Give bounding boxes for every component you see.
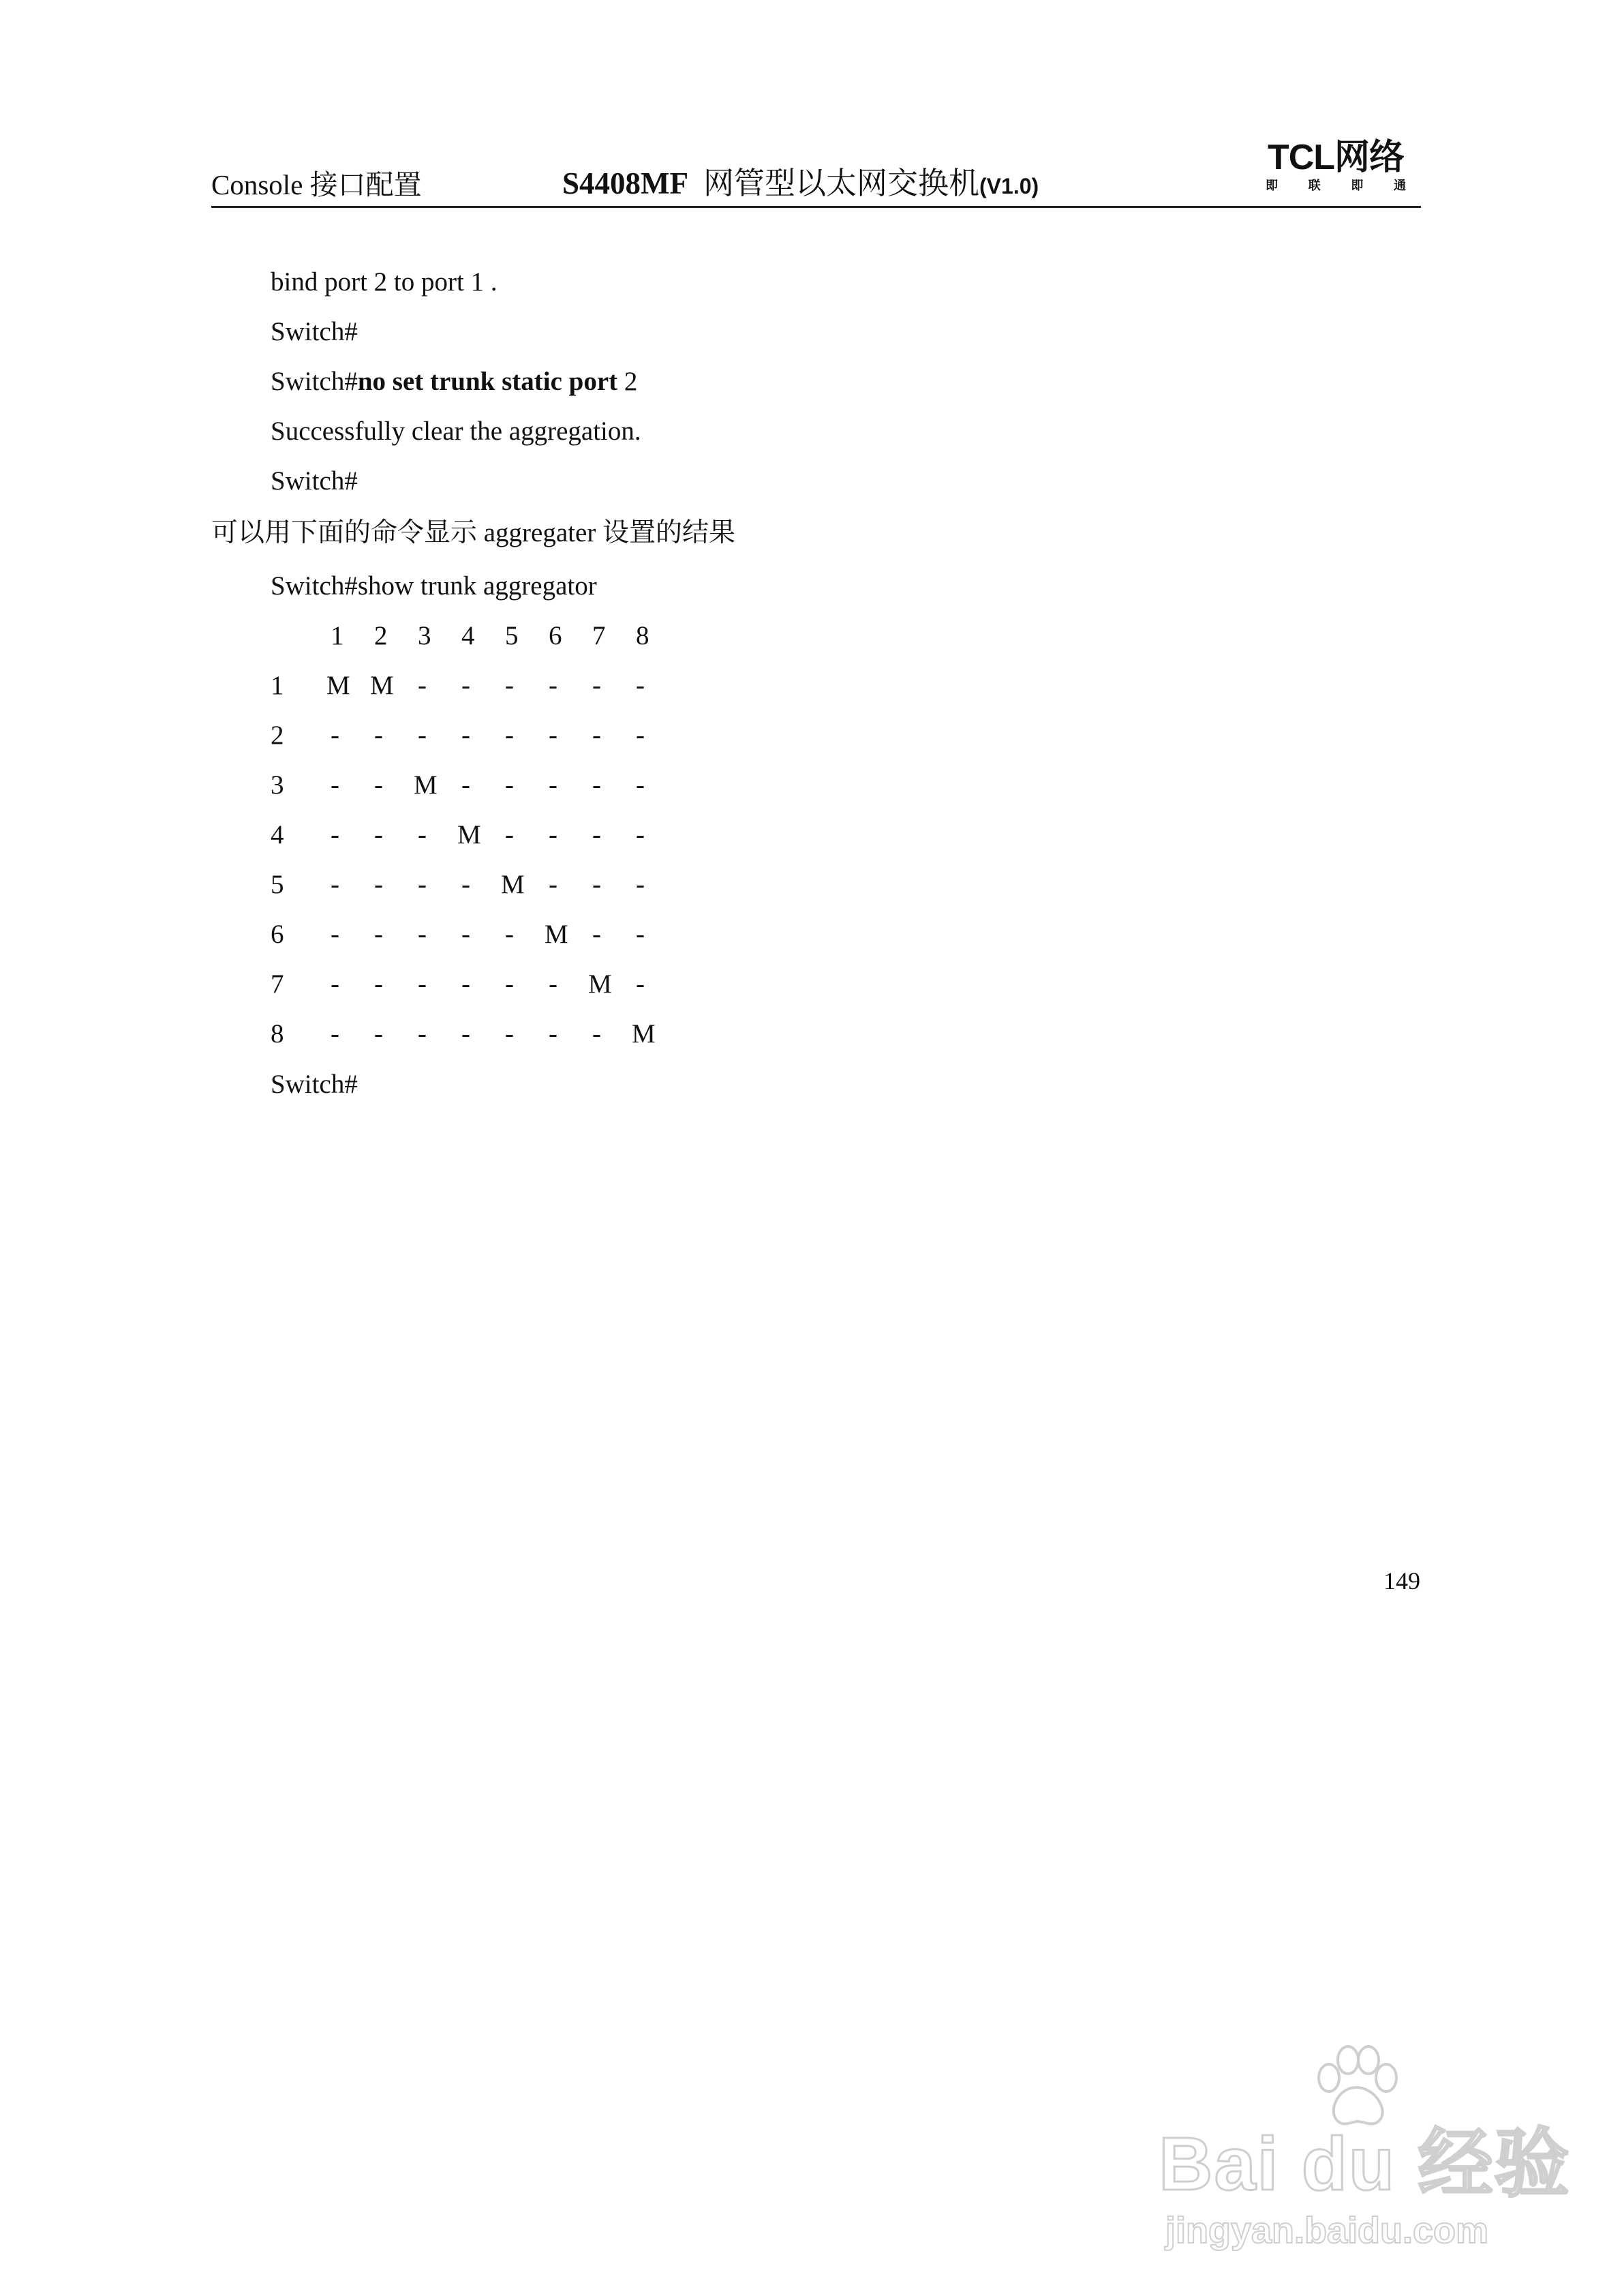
aggregator-cell: - xyxy=(505,770,514,800)
page-header xyxy=(211,140,1421,208)
aggregator-cell: - xyxy=(418,671,427,700)
aggregator-cell: M xyxy=(501,870,525,899)
aggregator-cell: - xyxy=(636,671,645,700)
console-output-line: Successfully clear the aggregation. xyxy=(271,417,641,446)
aggregator-cell: - xyxy=(549,770,557,800)
aggregator-row-label: 8 xyxy=(271,1019,284,1048)
aggregator-cell: - xyxy=(418,820,427,849)
logo-slogan xyxy=(1251,179,1421,192)
aggregator-cell: - xyxy=(592,920,601,949)
aggregator-cell: - xyxy=(592,870,601,899)
aggregator-cell: - xyxy=(418,969,427,999)
chapter-title: Console 接口配置 xyxy=(211,169,422,200)
console-output-line: bind port 2 to port 1 . xyxy=(271,267,498,297)
aggregator-cell: - xyxy=(331,1019,339,1048)
watermark-brand: Bai du 经验 xyxy=(1159,2122,1571,2206)
aggregator-cell: - xyxy=(418,920,427,949)
aggregator-cell: - xyxy=(374,1019,383,1048)
console-prompt-line: Switch# xyxy=(271,466,358,496)
console-command-line: Switch#show trunk aggregator xyxy=(271,571,597,601)
aggregator-cell: - xyxy=(461,770,470,800)
aggregator-row-label: 5 xyxy=(271,870,284,899)
aggregator-cell: - xyxy=(418,721,427,750)
aggregator-cell: - xyxy=(374,820,383,849)
aggregator-cell: - xyxy=(549,820,557,849)
aggregator-cell: - xyxy=(331,820,339,849)
aggregator-cell: - xyxy=(636,820,645,849)
aggregator-cell: M xyxy=(632,1019,656,1048)
aggregator-cell: - xyxy=(636,721,645,750)
aggregator-row-label: 2 xyxy=(271,721,284,750)
aggregator-cell: - xyxy=(636,770,645,800)
aggregator-cell: - xyxy=(505,820,514,849)
aggregator-cell: M xyxy=(370,671,394,700)
aggregator-cell: - xyxy=(592,671,601,700)
aggregator-cell: - xyxy=(636,920,645,949)
aggregator-cell: - xyxy=(549,870,557,899)
aggregator-column-header: 8 xyxy=(636,621,649,650)
aggregator-row-label: 7 xyxy=(271,969,284,999)
aggregator-cell: - xyxy=(331,770,339,800)
aggregator-column-header: 3 xyxy=(418,621,431,650)
aggregator-column-header: 4 xyxy=(461,621,475,650)
aggregator-cell: M xyxy=(545,920,568,949)
aggregator-row-label: 1 xyxy=(271,671,284,700)
aggregator-cell: M xyxy=(457,820,481,849)
aggregator-column-header: 6 xyxy=(549,621,562,650)
aggregator-cell: - xyxy=(636,870,645,899)
aggregator-cell: - xyxy=(505,969,514,999)
logo-slogan-char: 联 xyxy=(1308,179,1321,192)
aggregator-cell: - xyxy=(461,671,470,700)
aggregator-column-header: 5 xyxy=(505,621,519,650)
page-number: 149 xyxy=(1383,1567,1420,1595)
aggregator-cell: - xyxy=(549,1019,557,1048)
aggregator-column-header: 7 xyxy=(592,621,606,650)
aggregator-cell: - xyxy=(505,671,514,700)
aggregator-column-header: 2 xyxy=(374,621,388,650)
product-title: 网管型以太网交换机 xyxy=(703,166,980,200)
aggregator-cell: - xyxy=(505,920,514,949)
paw-icon xyxy=(1309,2045,1404,2134)
aggregator-cell: - xyxy=(331,721,339,750)
console-prompt-line: Switch# xyxy=(271,317,358,346)
aggregator-cell: - xyxy=(505,1019,514,1048)
logo-main-text: TCL网络 xyxy=(1267,138,1405,177)
aggregator-cell: M xyxy=(414,770,438,800)
console-prompt-line: Switch# xyxy=(271,1070,358,1099)
aggregator-cell: - xyxy=(418,870,427,899)
aggregator-cell: M xyxy=(588,969,612,999)
aggregator-cell: - xyxy=(461,870,470,899)
product-model: S4408MF xyxy=(562,166,688,200)
aggregator-cell: - xyxy=(331,870,339,899)
prompt: Switch# xyxy=(271,367,358,396)
aggregator-cell: - xyxy=(592,770,601,800)
command-argument: 2 xyxy=(617,367,638,396)
baidu-watermark xyxy=(1159,2045,1571,2263)
aggregator-cell: - xyxy=(374,870,383,899)
command-keyword: no set trunk static port xyxy=(357,367,618,396)
aggregator-cell: - xyxy=(331,969,339,999)
aggregator-cell: - xyxy=(592,820,601,849)
aggregator-cell: - xyxy=(374,770,383,800)
aggregator-cell: - xyxy=(461,1019,470,1048)
aggregator-row-label: 3 xyxy=(271,770,284,800)
aggregator-cell: - xyxy=(461,721,470,750)
aggregator-cell: - xyxy=(549,969,557,999)
explanation-paragraph: 可以用下面的命令显示 aggregater 设置的结果 xyxy=(211,518,736,547)
aggregator-cell: - xyxy=(374,920,383,949)
header-divider xyxy=(211,206,1421,208)
aggregator-cell: - xyxy=(592,721,601,750)
logo-slogan-char: 即 xyxy=(1351,179,1364,192)
aggregator-cell: - xyxy=(549,721,557,750)
aggregator-cell: - xyxy=(461,920,470,949)
aggregator-cell: - xyxy=(331,920,339,949)
document-title xyxy=(562,158,1039,202)
logo-slogan-char: 通 xyxy=(1393,179,1406,192)
console-command-line xyxy=(271,365,637,398)
aggregator-cell: - xyxy=(374,969,383,999)
aggregator-column-header: 1 xyxy=(331,621,344,650)
aggregator-cell: M xyxy=(326,671,350,700)
aggregator-cell: - xyxy=(505,721,514,750)
aggregator-cell: - xyxy=(374,721,383,750)
aggregator-row-label: 6 xyxy=(271,920,284,949)
aggregator-cell: - xyxy=(636,969,645,999)
aggregator-cell: - xyxy=(592,1019,601,1048)
aggregator-cell: - xyxy=(549,671,557,700)
watermark-url: jingyan.baidu.com xyxy=(1165,2210,1489,2251)
document-version: (V1.0) xyxy=(979,174,1039,198)
logo-slogan-char: 即 xyxy=(1266,179,1278,192)
tcl-logo xyxy=(1251,140,1421,193)
aggregator-cell: - xyxy=(461,969,470,999)
aggregator-row-label: 4 xyxy=(271,820,284,849)
aggregator-cell: - xyxy=(418,1019,427,1048)
